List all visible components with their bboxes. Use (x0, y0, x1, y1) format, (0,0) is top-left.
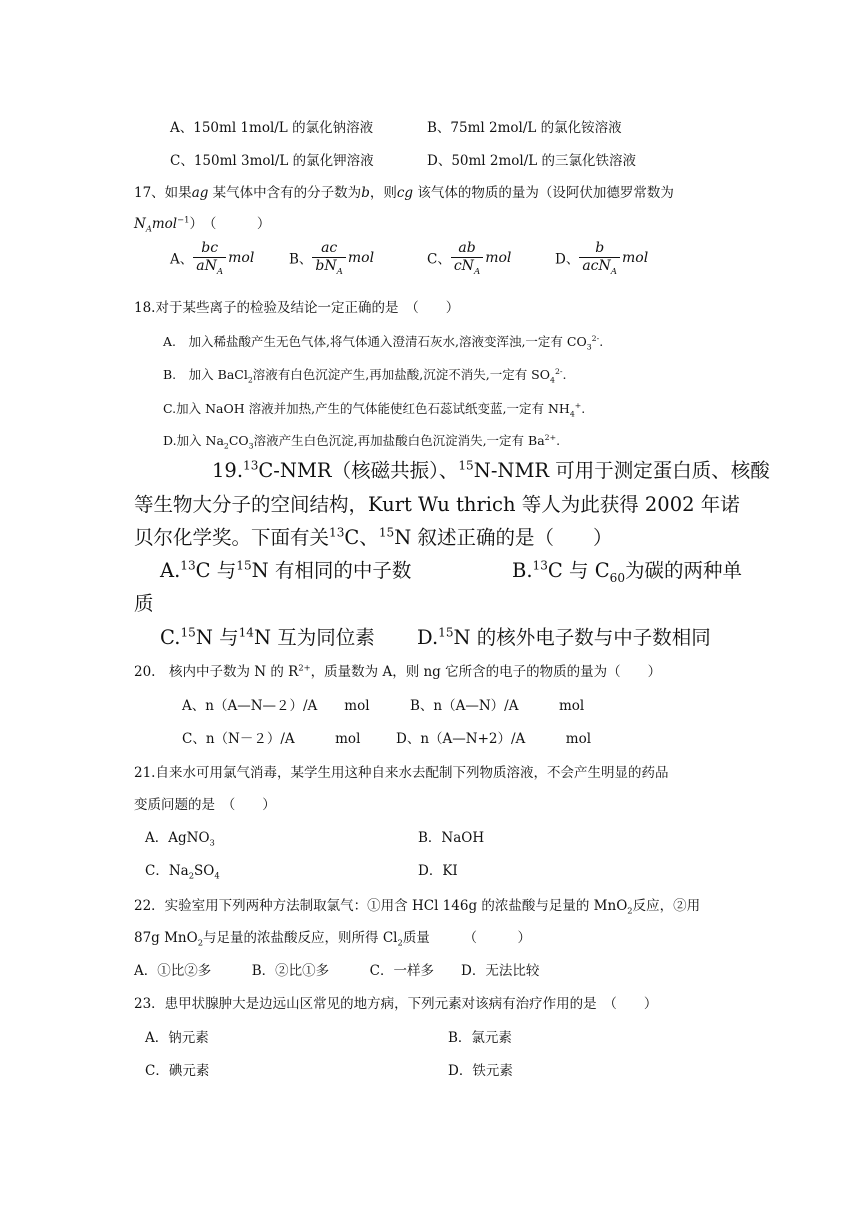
q19-option-c: C.$^{15}$N 与$^{14}$N 互为同位素 (160, 625, 375, 649)
q19-option-a: A.$^{13}$C 与$^{15}$N 有相同的中子数 (160, 558, 412, 582)
q21-option-b: B．NaOH (418, 830, 485, 846)
q17-option-a: A、 $\frac{bc}{aN_A}$ mol (170, 240, 255, 277)
q21-option-a: A．AgNO$_3$ (145, 830, 215, 848)
q17-option-b: B、 $\frac{ac}{bN_A}$ mol (289, 240, 375, 277)
q22-options: A．①比②多 B．②比①多 C．一样多 D．无法比较 (134, 963, 540, 979)
q23-option-b: B．氯元素 (448, 1030, 512, 1046)
q20-option-a: A、n（A—N—２）/A mol (182, 698, 370, 714)
q17-stem: 17、如果ag 某气体中含有的分子数为b，则cg 该气体的物质的量为（设阿伏加德罗常数为 (134, 185, 674, 201)
q19-option-b: B.$^{13}$C 与 $C_{60}$为碳的两种单 (512, 558, 743, 585)
q17-option-c: C、 $\frac{ab}{cN_A}$ mol (427, 240, 512, 277)
q19-option-b-cont: 质 (134, 592, 154, 615)
q21-stem: 21.自来水可用氯气消毒，某学生用这种自来水去配制下列物质溶液，不会产生明显的药品 (134, 765, 669, 781)
q19-line-2: 等生物大分子的空间结构，Kurt Wu thrich 等人为此获得 2002 年诺 (134, 493, 740, 516)
q22-stem-cont: 87g MnO$_2$与足量的浓盐酸反应，则所得 $Cl_2$质量 （ ） (134, 930, 532, 948)
q18-option-c: C.加入 NaOH 溶液并加热,产生的气体能使红色石蕊试纸变蓝,一定有 $NH_4^+$. (163, 400, 586, 419)
q21-option-d: D．KI (418, 863, 458, 879)
q16-option-c: C、150ml 3mol/L 的氯化钾溶液 (170, 153, 374, 169)
q18-option-b: B. 加入 BaCl$_2$溶液有白色沉淀产生,再加盐酸,沉淀不消失,一定有 $SO_4^{2-}$. (163, 366, 567, 385)
q23-stem: 23．患甲状腺肿大是边远山区常见的地方病，下列元素对该病有治疗作用的是 （ ） (134, 996, 658, 1012)
q16-option-b: B、75ml 2mol/L 的氯化铵溶液 (427, 120, 622, 136)
q20-option-d: D、n（A—N+2）/A mol (396, 731, 592, 747)
q19-line-1: 19.13C-NMR（核磁共振）、$^{15}$N-NMR 可用于测定蛋白质、核酸 (212, 458, 770, 482)
q19-line-3: 贝尔化学奖。下面有关$^{13}$C、$^{15}$N 叙述正确的是（ ） (134, 525, 613, 549)
q20-stem: 20. 核内中子数为 N 的 $R^{2+}$，质量数为 A，则 ng 它所含的电子的物质的量为（ ） (134, 662, 662, 680)
q19-option-d: D.$^{15}$N 的核外电子数与中子数相同 (417, 625, 711, 649)
q17-option-d: D、 $\frac{b}{acN_A}$ mol (555, 240, 649, 277)
q21-stem-cont: 变质问题的是 （ ） (134, 797, 276, 813)
q22-stem: 22．实验室用下列两种方法制取氯气：①用含 HCl 146g 的浓盐酸与足量的 MnO$_2$反应，②用 (134, 898, 701, 916)
q23-option-a: A．钠元素 (145, 1030, 209, 1046)
q23-option-d: D．铁元素 (448, 1063, 513, 1079)
q16-option-d: D、50ml 2mol/L 的三氯化铁溶液 (427, 153, 637, 169)
q23-option-c: C．碘元素 (145, 1063, 210, 1079)
q17-stem-cont: $N_Amol^{-1}$） （ ） (134, 214, 271, 234)
q20-option-c: C、n（N－２）/A mol (182, 731, 361, 747)
q21-option-c: C．$Na_2SO_4$ (145, 863, 220, 881)
q18-option-d: D.加入 $Na_2CO_3$溶液产生白色沉淀,再加盐酸白色沉淀消失,一定有 $Ba^{2+}$. (163, 432, 561, 451)
q18-option-a: A. 加入稀盐酸产生无色气体,将气体通入澄清石灰水,溶液变浑浊,一定有 $CO_3^{2-}$. (163, 333, 604, 352)
q20-option-b: B、n（A—N）/A mol (410, 698, 585, 714)
q18-stem: 18.对于某些离子的检验及结论一定正确的是 （ ） (134, 300, 460, 316)
q16-option-a: A、150ml 1mol/L 的氯化钠溶液 (170, 120, 374, 136)
